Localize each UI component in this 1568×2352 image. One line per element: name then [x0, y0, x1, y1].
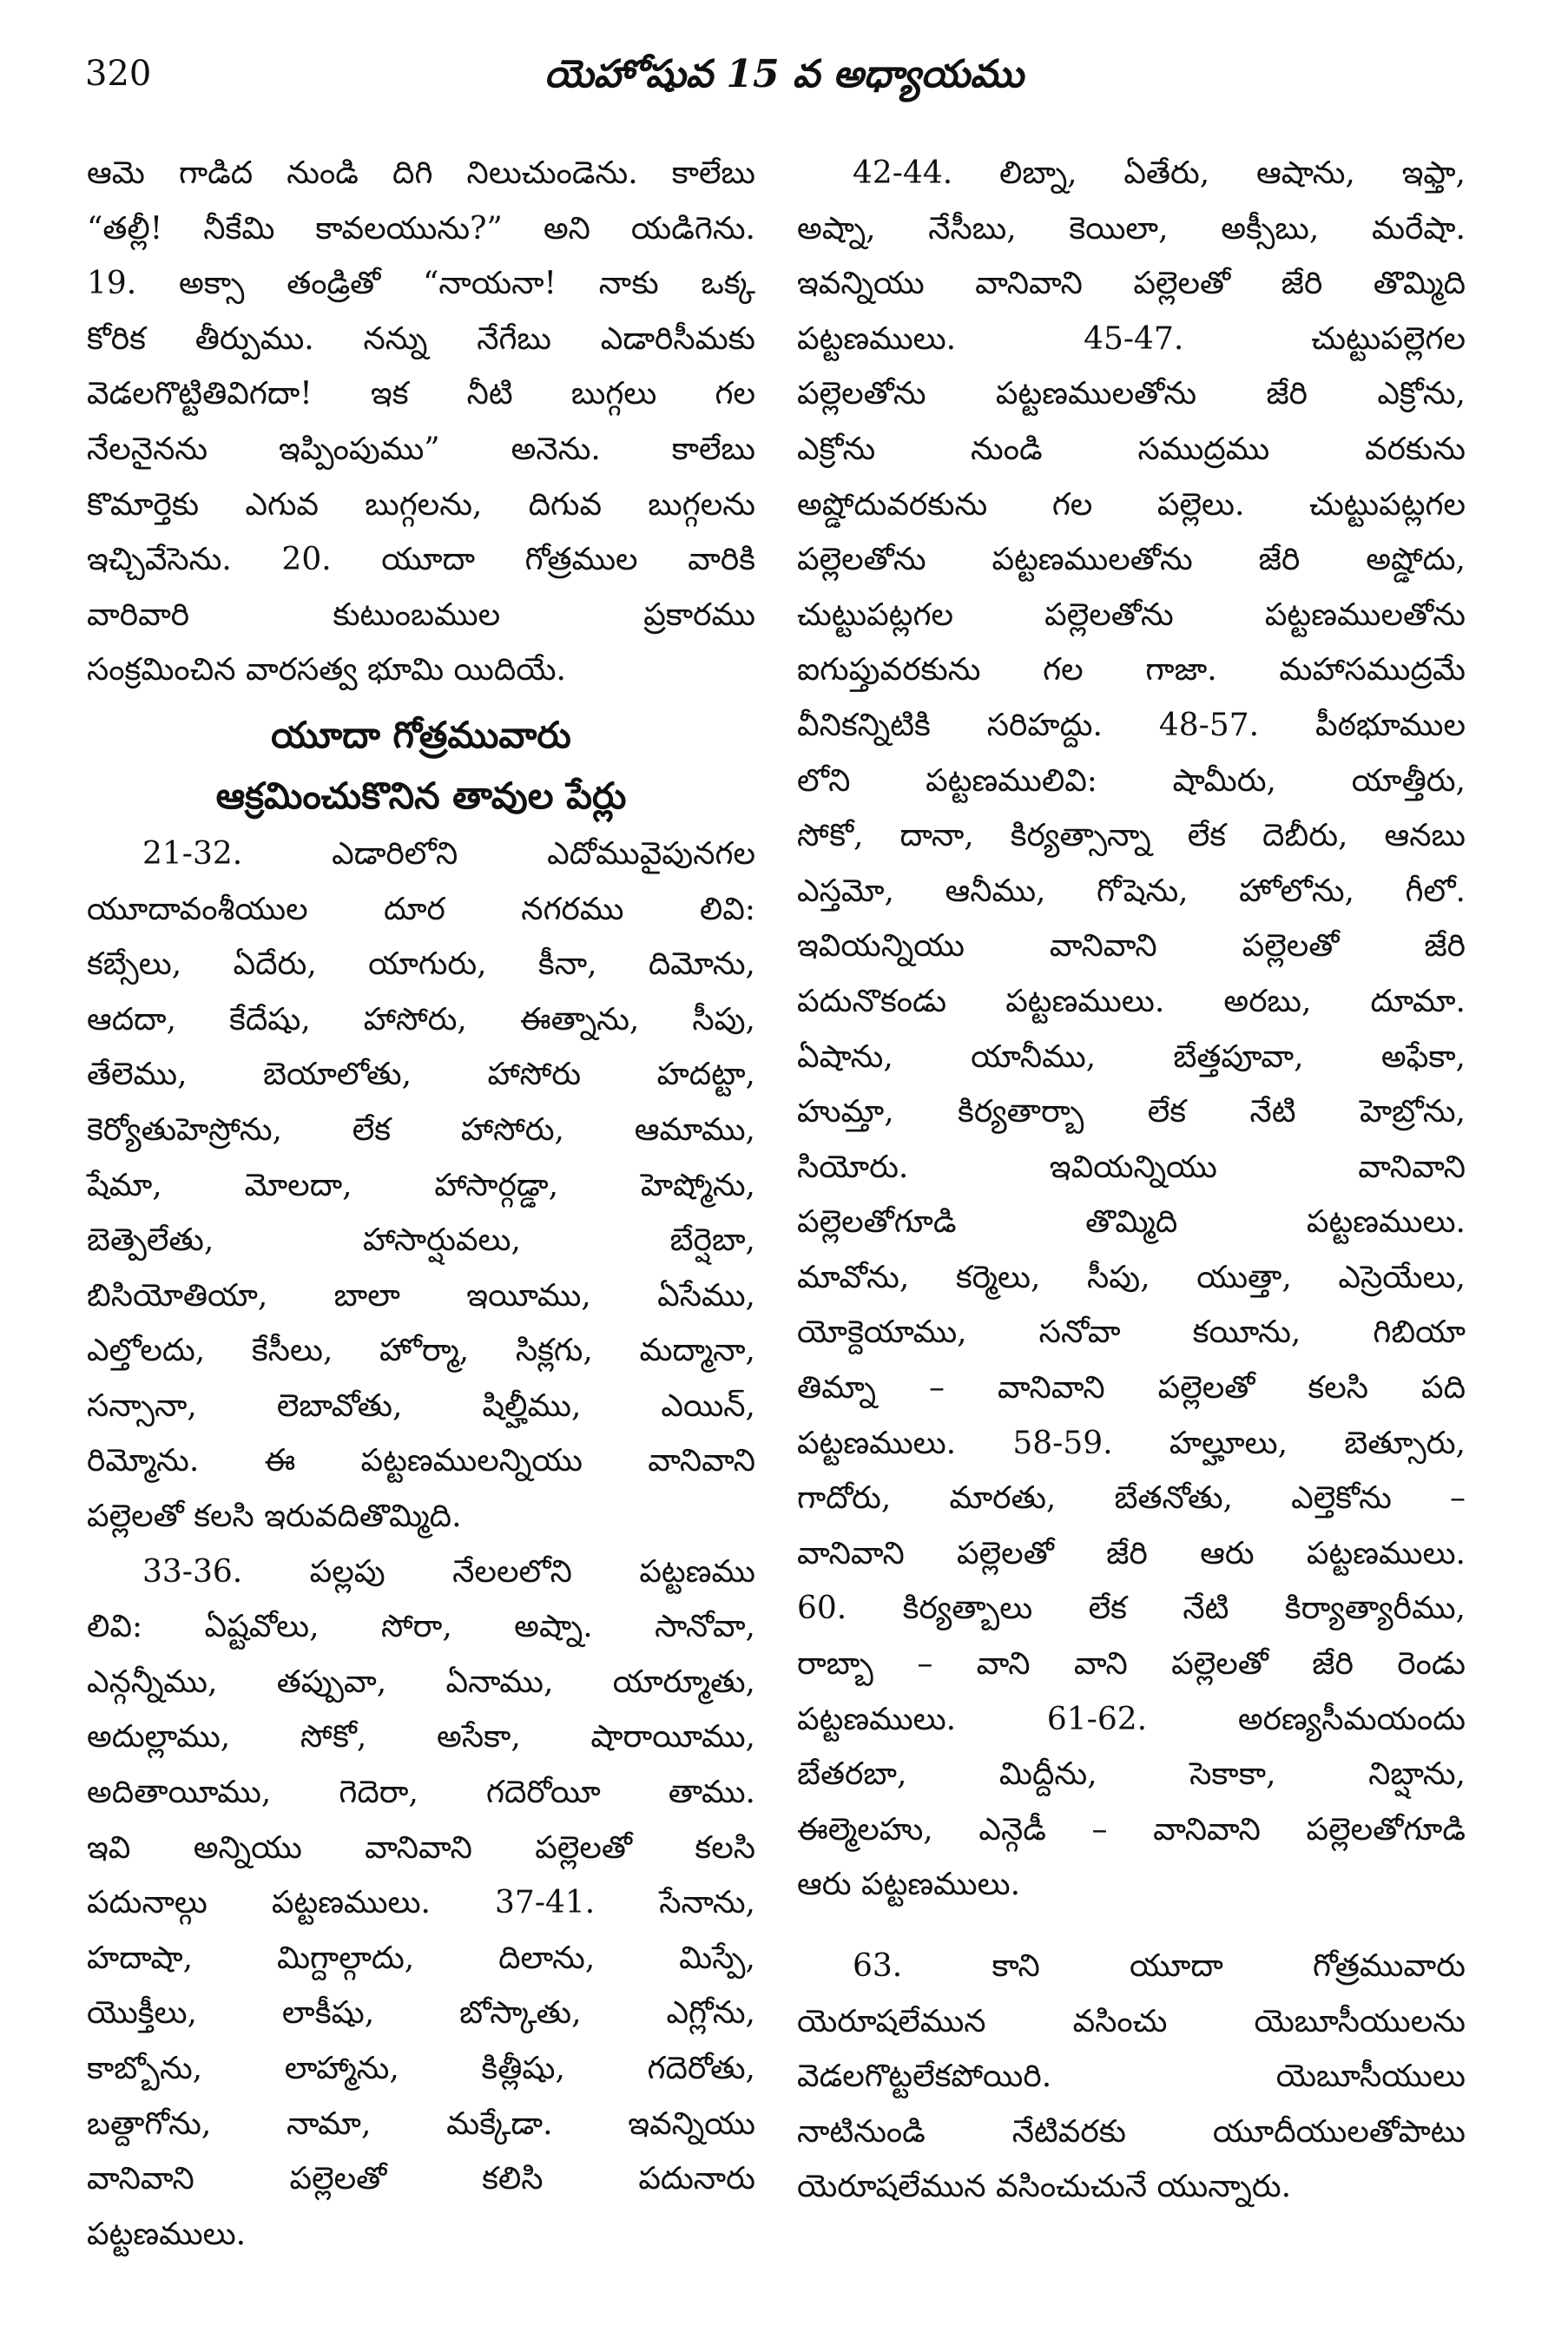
- text-line: యెరూషలేమున వసించుచునే యున్నారు.: [797, 2169, 1292, 2205]
- text-line: యెరూషలేమున వసించు యెబూసీయులను: [797, 2003, 1466, 2039]
- text-line: సోకో, దానా, కిర్యత్సాన్నా లేక దెబీరు, ఆనబు: [797, 818, 1466, 854]
- text-line: సియోరు. ఇవియన్నియు వానివాని: [797, 1149, 1466, 1185]
- text-line: తేలెము, బెయాలోతు, హాసోరు హదట్టా,: [87, 1057, 755, 1093]
- text-line: ఏషాను, యానీము, బేత్తపూవా, అఫేకా,: [797, 1038, 1466, 1075]
- text-line: గాదోరు, మారతు, బేతనోతు, ఎల్తెకోను –: [797, 1480, 1466, 1517]
- left-column: [87, 146, 755, 2262]
- paragraph: [797, 146, 1466, 1913]
- text-line: పదునాల్గు పట్టణములు. 37-41. సేనాను,: [87, 1885, 755, 1921]
- text-line: హుమ్తా, కిర్యతార్బా లేక నేటి హెబ్రోను,: [797, 1094, 1466, 1130]
- text-line: వానివాని పల్లెలతో జేరి ఆరు పట్టణములు.: [797, 1535, 1466, 1571]
- text-line: వారివారి కుటుంబముల ప్రకారము: [87, 596, 755, 633]
- text-line: ఆమె గాడిద నుండి దిగి నిలుచుండెను. కాలేబు: [87, 155, 755, 191]
- text-line: నేలనైనను ఇప్పింపుము” అనెను. కాలేబు: [87, 431, 755, 467]
- text-line: కాబ్బోను, లాహ్మాను, కిత్లీషు, గదెరోతు,: [87, 2051, 755, 2086]
- text-line: 42-44. లిబ్నా, ఏతేరు, ఆషాను, ఇఫ్తా,: [853, 155, 1466, 191]
- paragraph: [797, 1939, 1466, 2215]
- text-line: ఈల్మెలహు, ఎన్గెడీ – వానివాని పల్లెలతోగూడి: [797, 1811, 1466, 1848]
- text-line: ఎన్గన్నీము, తప్పువా, ఏనాము, యార్మూతు,: [87, 1664, 755, 1700]
- text-line: రాబ్బా – వాని వాని పల్లెలతో జేరి రెండు: [797, 1646, 1466, 1683]
- text-line: నాటినుండి నేటివరకు యూదీయులతోపాటు: [797, 2113, 1466, 2150]
- text-line: ఐగుప్తువరకును గల గాజా. మహాసముద్రమే: [797, 652, 1466, 688]
- paragraph: [87, 146, 755, 698]
- text-line: 33-36. పల్లపు నేలలలోని పట్టణము: [142, 1553, 755, 1590]
- text-line: పదునొకండు పట్టణములు. అరబు, దూమా.: [797, 983, 1466, 1019]
- text-line: హదాషా, మిగ్దాల్గాదు, దిలాను, మిస్పే,: [87, 1940, 755, 1976]
- text-line: ఇవన్నియు వానివాని పల్లెలతో జేరి తొమ్మిది: [797, 266, 1466, 302]
- paragraph: [87, 827, 755, 1545]
- page-number: 320: [85, 54, 152, 94]
- text-line: ఎస్తమో, ఆనీము, గోషెను, హోలోను, గీలో.: [797, 873, 1466, 909]
- text-line: వానివాని పల్లెలతో కలిసి పదునారు: [87, 2161, 755, 2197]
- text-line: ఆరు పట్టణములు.: [797, 1867, 1021, 1903]
- text-line: రిమ్మోను. ఈ పట్టణములన్నియు వానివాని: [87, 1443, 755, 1479]
- text-line: 63. కాని యూదా గోత్రమువారు: [853, 1948, 1466, 1984]
- section-heading: [87, 698, 755, 827]
- text-line: యొక్తీలు, లాకీషు, బోస్కాతు, ఎగ్లోను,: [87, 1995, 755, 2032]
- text-line: పల్లెలతోను పట్టణములతోను జేరి అష్డోదు,: [797, 542, 1466, 578]
- text-line: ఆదదా, కేదేషు, హాసోరు, ఈత్నాను, సీపు,: [87, 1001, 755, 1038]
- text-line: పట్టణములు. 45-47. చుట్టుపల్లెగల: [797, 320, 1466, 357]
- text-line: సంక్రమించిన వారసత్వ భూమి యిదియే.: [87, 652, 566, 688]
- text-line: ఎల్తోలదు, కేసీలు, హోర్మా, సిక్లగు, మద్మానా,: [87, 1333, 755, 1369]
- text-line: సన్సానా, లెబావోతు, షిల్హీము, ఎయిన్,: [87, 1387, 755, 1424]
- text-line: అదితాయీము, గెదెరా, గదెరోయీ తాము.: [87, 1775, 755, 1811]
- text-line: లివి: ఏష్టవోలు, సోరా, అష్నా. సానోవా,: [87, 1609, 755, 1645]
- text-line: బిసియోతియా, బాలా ఇయీము, ఏసేము,: [87, 1277, 755, 1314]
- text-line: పల్లెలతో కలసి ఇరువదితొమ్మిది.: [87, 1499, 462, 1535]
- right-column: [797, 146, 1466, 2215]
- text-line: అదుల్లాము, సోకో, అసేకా, షారాయీము,: [87, 1719, 755, 1756]
- text-line: లోని పట్టణములివి: షామీరు, యాత్తీరు,: [797, 762, 1466, 799]
- text-line: వెడలగొట్టలేకపోయిరి. యెబూసీయులు: [797, 2059, 1466, 2095]
- paragraph-gap: [797, 1913, 1466, 1939]
- text-line: పట్టణములు.: [87, 2216, 247, 2252]
- text-line: పట్టణములు. 58-59. హల్హూలు, బెత్సూరు,: [797, 1425, 1466, 1461]
- text-line: షేమా, మోలదా, హాసార్గడ్డా, హెష్మోను,: [87, 1167, 755, 1203]
- text-line: ఇచ్చివేసెను. 20. యూదా గోత్రముల వారికి: [87, 542, 755, 578]
- text-line: బత్దాగోను, నామా, మక్కేడా. ఇవన్నియు: [87, 2105, 755, 2142]
- text-line: 19. అక్సా తండ్రితో “నాయనా! నాకు ఒక్క: [87, 266, 755, 302]
- text-line: పల్లెలతోగూడి తొమ్మిది పట్టణములు.: [797, 1204, 1466, 1241]
- text-line: కొమార్తెకు ఎగువ బుగ్గలను, దిగువ బుగ్గలను: [87, 486, 755, 523]
- running-head-title: యెహోషువ 15 వ అధ్యాయము: [544, 52, 1024, 96]
- text-line: మావోను, కర్మెలు, సీపు, యుత్తా, ఎస్రెయేలు,: [797, 1259, 1466, 1295]
- text-line: పల్లెలతోను పట్టణములతోను జేరి ఎక్రోను,: [797, 376, 1466, 412]
- text-line: ఇవియన్నియు వానివాని పల్లెలతో జేరి: [797, 928, 1466, 965]
- text-line: వెడలగొట్టితివిగదా! ఇక నీటి బుగ్గలు గల: [87, 376, 755, 412]
- text-line: 21-32. ఎడారిలోని ఎదోమువైపునగల: [142, 835, 755, 872]
- text-line: “తల్లీ! నీకేమి కావలయును?” అని యడిగెను.: [87, 210, 755, 247]
- text-line: అష్డోదువరకును గల పల్లెలు. చుట్టుపట్లగల: [797, 486, 1466, 523]
- heading-line: యూదా గోత్రమువారు: [271, 713, 571, 756]
- paragraph: [87, 1545, 755, 2263]
- text-line: చుట్టుపట్లగల పల్లెలతోను పట్టణములతోను: [797, 596, 1466, 633]
- text-line: కబ్సేలు, ఏదేరు, యాగురు, కీనా, దిమోను,: [87, 946, 755, 983]
- text-line: యూదావంశీయుల దూర నగరము లివి:: [87, 891, 755, 927]
- text-line: బేతరబా, మిద్దీను, సెకాకా, నిబ్షాను,: [797, 1756, 1466, 1793]
- text-line: పట్టణములు. 61-62. అరణ్యసీమయందు: [797, 1701, 1466, 1737]
- text-line: కెర్యోతుహెస్రోను, లేక హాసోరు, ఆమాము,: [87, 1111, 755, 1148]
- text-line: బెత్పెలేతు, హాసార్షువలు, బేర్షెబా,: [87, 1222, 755, 1259]
- text-line: వీనికన్నిటికి సరిహద్దు. 48-57. పీఠభూముల: [797, 707, 1466, 743]
- text-line: తిమ్నా – వానివాని పల్లెలతో కలసి పది: [797, 1370, 1466, 1407]
- text-line: 60. కిర్యత్బాలు లేక నేటి కిర్యాత్యారీము,: [797, 1591, 1466, 1627]
- text-line: ఇవి అన్నియు వానివాని పల్లెలతో కలసి: [87, 1829, 755, 1866]
- heading-line: ఆక్రమించుకొనిన తావుల పేర్లు: [215, 774, 627, 817]
- text-line: అష్నా, నేసీబు, కెయిలా, అక్సీబు, మరేషా.: [797, 210, 1466, 247]
- text-line: యోక్దెయాము, సనోవా కయీను, గిబియా: [797, 1314, 1466, 1351]
- text-line: కోరిక తీర్పుము. నన్ను నేగేబు ఎడారిసీమకు: [87, 320, 755, 357]
- text-line: ఎక్రోను నుండి సముద్రము వరకును: [797, 431, 1466, 467]
